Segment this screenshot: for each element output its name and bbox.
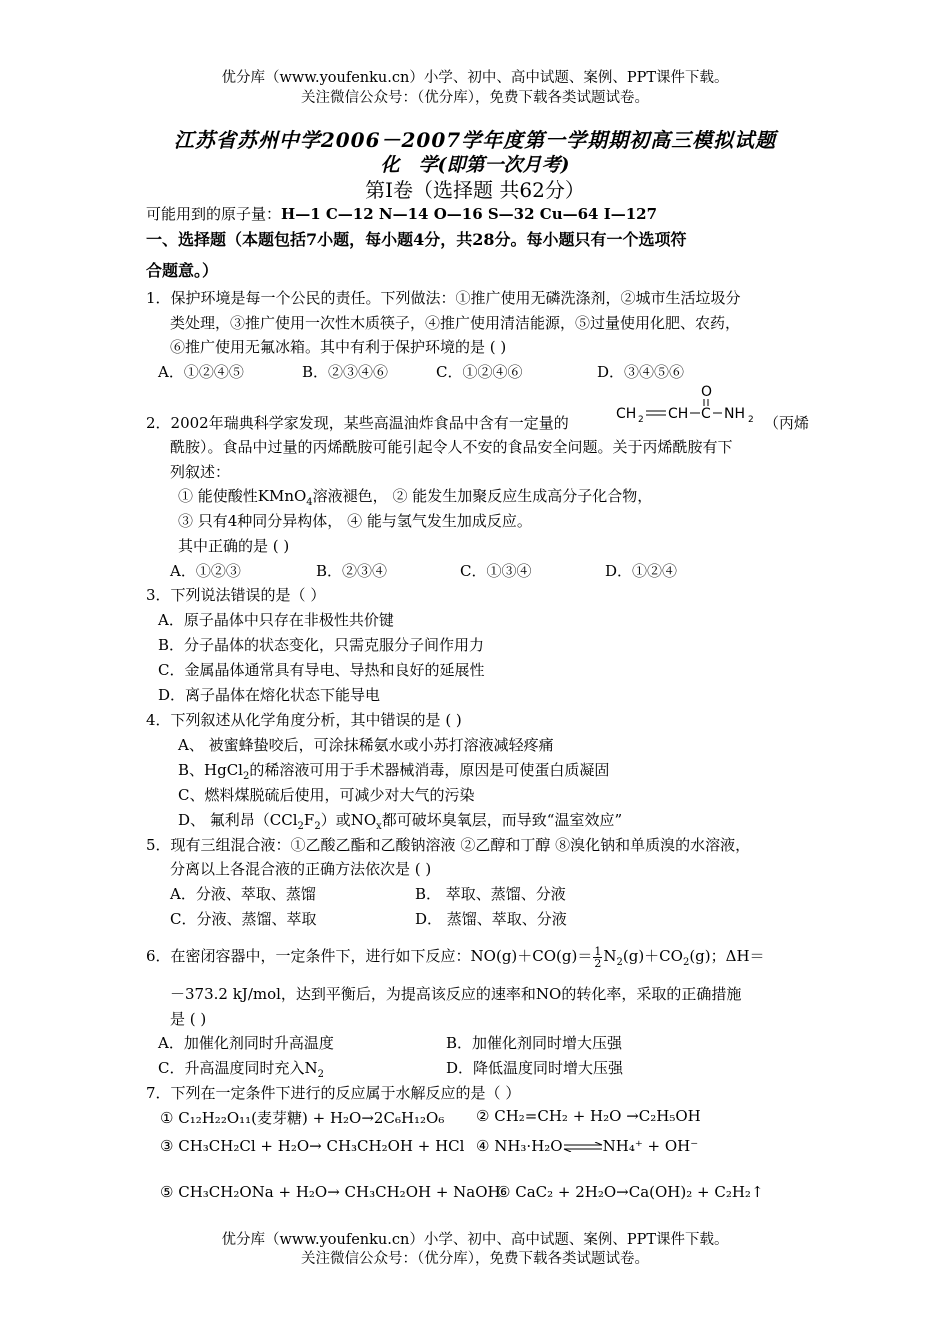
exam-subtitle: 化 学(即第一次月考) (380, 154, 570, 176)
struct-ch: CH (668, 406, 689, 422)
header-line-2: 关注微信公众号：（优分库），免费下载各类试题试卷。 (301, 90, 649, 106)
q4-d-sub-1: 2 (297, 821, 304, 832)
q5-option-a: A．分液、萃取、蒸馏 (170, 885, 316, 903)
q1-option-a: A．①②④⑤ (158, 363, 244, 381)
q1-option-b: B．②③④⑥ (302, 363, 389, 381)
atomic-masses (146, 203, 657, 224)
q6-l1-text-d: (g)；ΔH＝ (689, 947, 765, 965)
q4-d-text-4: 都可破坏臭氧层，而导致“温室效应” (381, 811, 623, 829)
q7-reaction-1: ① C₁₂H₂₂O₁₁(麦芽糖) + H₂O→2C₆H₁₂O₆ (160, 1109, 445, 1127)
q2-s1-sub: 4 (306, 497, 313, 508)
q3-stem: 3．下列说法错误的是（ ） (146, 586, 326, 604)
q7-reaction-4 (476, 1137, 698, 1155)
atomic-masses-values: H—1 C—12 N—14 O—16 S—32 Cu—64 I—127 (281, 205, 658, 223)
q2-option-d: D．①②④ (605, 562, 678, 580)
part-title: 第I卷（选择题 共62分） (365, 178, 585, 202)
q5-option-c: C．分液、蒸馏、萃取 (170, 910, 317, 928)
q1-stem-line-3: ⑥推广使用无氟冰箱。其中有利于保护环境的是 ( ) (170, 338, 507, 356)
atomic-masses-prefix: 可能用到的原子量： (146, 205, 282, 223)
q7-reaction-2: ② CH₂=CH₂ + H₂O →C₂H₅OH (476, 1107, 701, 1125)
q7-reaction-6: ⑥ CaC₂ + 2H₂O→Ca(OH)₂ + C₂H₂↑ (497, 1183, 764, 1201)
q6-stem-line-1 (146, 945, 765, 969)
q3-option-b: B．分子晶体的状态变化，只需克服分子间作用力 (158, 636, 485, 654)
q4-d-text-2: F (303, 811, 315, 829)
q7-r4-text-b: NH₄⁺ + OH⁻ (602, 1137, 699, 1155)
footer-line-2: 关注微信公众号：（优分库），免费下载各类试题试卷。 (301, 1251, 649, 1267)
struct-c: C (701, 406, 711, 422)
q6-option-c (158, 1057, 324, 1080)
q4-d-text-1: D、 氟利昂（CCl (178, 811, 298, 829)
q4-option-b (178, 759, 609, 782)
q2-stem-line-2: 酰胺）。食品中过量的丙烯酰胺可能引起令人不安的食品安全问题。关于丙烯酰胺有下 (170, 438, 733, 456)
q6-l1-text-b: N (603, 947, 617, 965)
acrylamide-structure (614, 382, 764, 430)
equilibrium-arrow-icon (563, 1142, 603, 1152)
q1-stem-line-1: 1．保护环境是每一个公民的责任。下列做法：①推广使用无磷洗涤剂，②城市生活垃圾分 (146, 289, 741, 307)
q4-d-text-3: ）或NO (320, 811, 377, 829)
q1-stem-line-2: 类处理，③推广使用一次性木质筷子，④推广使用清洁能源，⑤过量使用化肥、农药， (170, 314, 741, 332)
q2-option-c: C．①③④ (460, 562, 532, 580)
fraction-denominator: 2 (594, 956, 602, 970)
q5-stem-line-2: 分离以上各混合液的正确方法依次是 ( ) (170, 860, 432, 878)
q6-option-d: D．降低温度同时增大压强 (446, 1059, 624, 1077)
q6-l1-sub-1: 2 (616, 957, 623, 968)
q6-l1-text-a: 6．在密闭容器中，一定条件下，进行如下反应：NO(g)＋CO(g)＝ (146, 947, 593, 965)
q3-option-d: D．离子晶体在熔化状态下能导电 (158, 686, 381, 704)
fraction-numerator: 1 (594, 944, 602, 958)
q1-option-c: C．①②④⑥ (436, 363, 523, 381)
q4-b-text: B、HgCl (178, 761, 243, 779)
q2-stem-line-1b: （丙烯 (764, 414, 810, 432)
q2-option-a: A．①②③ (170, 562, 241, 580)
q5-stem-line-1: 5．现有三组混合液：①乙酸乙酯和乙酸钠溶液 ②乙醇和丁醇 ⑧溴化钠和单质溴的水溶液， (146, 836, 751, 854)
q2-statement-1 (178, 485, 652, 508)
q5-option-b: B． 萃取、蒸馏、分液 (415, 885, 566, 903)
q5-option-d: D． 蒸馏、萃取、分液 (415, 910, 567, 928)
q4-option-d (178, 809, 622, 832)
q2-s1-text: ① 能使酸性KMnO (178, 487, 307, 505)
footer-line-1: 优分库（www.youfenku.cn）小学、初中、高中试题、案例、PPT课件下载。 (221, 1232, 729, 1248)
struct-nh-sub: 2 (748, 415, 754, 425)
struct-nh: NH (724, 406, 745, 422)
q2-statement-2: ③ 只有4种同分异构体， ④ 能与氢气发生加成反应。 (178, 512, 532, 530)
struct-ch2-sub: 2 (638, 415, 644, 425)
struct-ch2: CH (616, 406, 637, 422)
section-heading-line-2: 合题意。） (146, 261, 219, 280)
section-heading-line-1: 一、选择题（本题包括7小题，每小题4分，共28分。每小题只有一个选项符 (146, 230, 687, 249)
q6-l1-text-c: (g)＋CO (622, 947, 683, 965)
q2-statement-3: 其中正确的是 ( ) (178, 537, 290, 555)
q6-option-a: A．加催化剂同时升高温度 (158, 1034, 334, 1052)
q3-option-c: C．金属晶体通常具有导电、导热和良好的延展性 (158, 661, 485, 679)
q4-option-a: A、 被蜜蜂蛰咬后，可涂抹稀氨水或小苏打溶液减轻疼痛 (178, 736, 554, 754)
q4-b-sub: 2 (242, 771, 250, 782)
q4-d-sub-3: x (376, 821, 382, 832)
q4-d-sub-2: 2 (314, 821, 321, 832)
header-line-1: 优分库（www.youfenku.cn）小学、初中、高中试题、案例、PPT课件下载。 (221, 70, 729, 86)
struct-o: O (701, 384, 713, 400)
q6-stem-line-2: －373.2 kJ/mol，达到平衡后，为提高该反应的速率和NO的转化率，采取的正确措施 (170, 985, 742, 1003)
q4-stem: 4．下列叙述从化学角度分析，其中错误的是 ( ) (146, 711, 462, 729)
q2-stem-line-1a: 2．2002年瑞典科学家发现，某些高温油炸食品中含有一定量的 (146, 414, 569, 432)
q6-c-text: C．升高温度同时充入N (158, 1059, 318, 1077)
q7-r4-text-a: ④ NH₃·H₂O (476, 1137, 563, 1155)
q7-stem: 7．下列在一定条件下进行的反应属于水解反应的是（ ） (146, 1084, 521, 1102)
q7-reaction-5: ⑤ CH₃CH₂ONa + H₂O→ CH₃CH₂OH + NaOH (160, 1183, 501, 1201)
q4-option-c: C、燃料煤脱硫后使用，可减少对大气的污染 (178, 786, 475, 804)
one-half-fraction (593, 946, 602, 969)
q2-stem-line-3: 列叙述： (170, 463, 231, 481)
q2-option-b: B．②③④ (316, 562, 388, 580)
q6-stem-line-3: 是 ( ) (170, 1010, 207, 1028)
q6-c-sub: 2 (317, 1069, 324, 1080)
q7-reaction-3: ③ CH₃CH₂Cl + H₂O→ CH₃CH₂OH + HCl (160, 1137, 465, 1155)
q6-l1-sub-2: 2 (682, 957, 690, 968)
q6-option-b: B．加催化剂同时增大压强 (446, 1034, 623, 1052)
exam-title: 江苏省苏州中学2006－2007学年度第一学期期初高三模拟试题 (173, 128, 777, 152)
q4-b-text-2: 的稀溶液可用于手术器械消毒，原因是可使蛋白质凝固 (249, 761, 610, 779)
q2-s1-text-b: 溶液褪色， ② 能发生加聚反应生成高分子化合物， (312, 487, 653, 505)
q1-option-d: D．③④⑤⑥ (597, 363, 685, 381)
q3-option-a: A．原子晶体中只存在非极性共价键 (158, 611, 394, 629)
